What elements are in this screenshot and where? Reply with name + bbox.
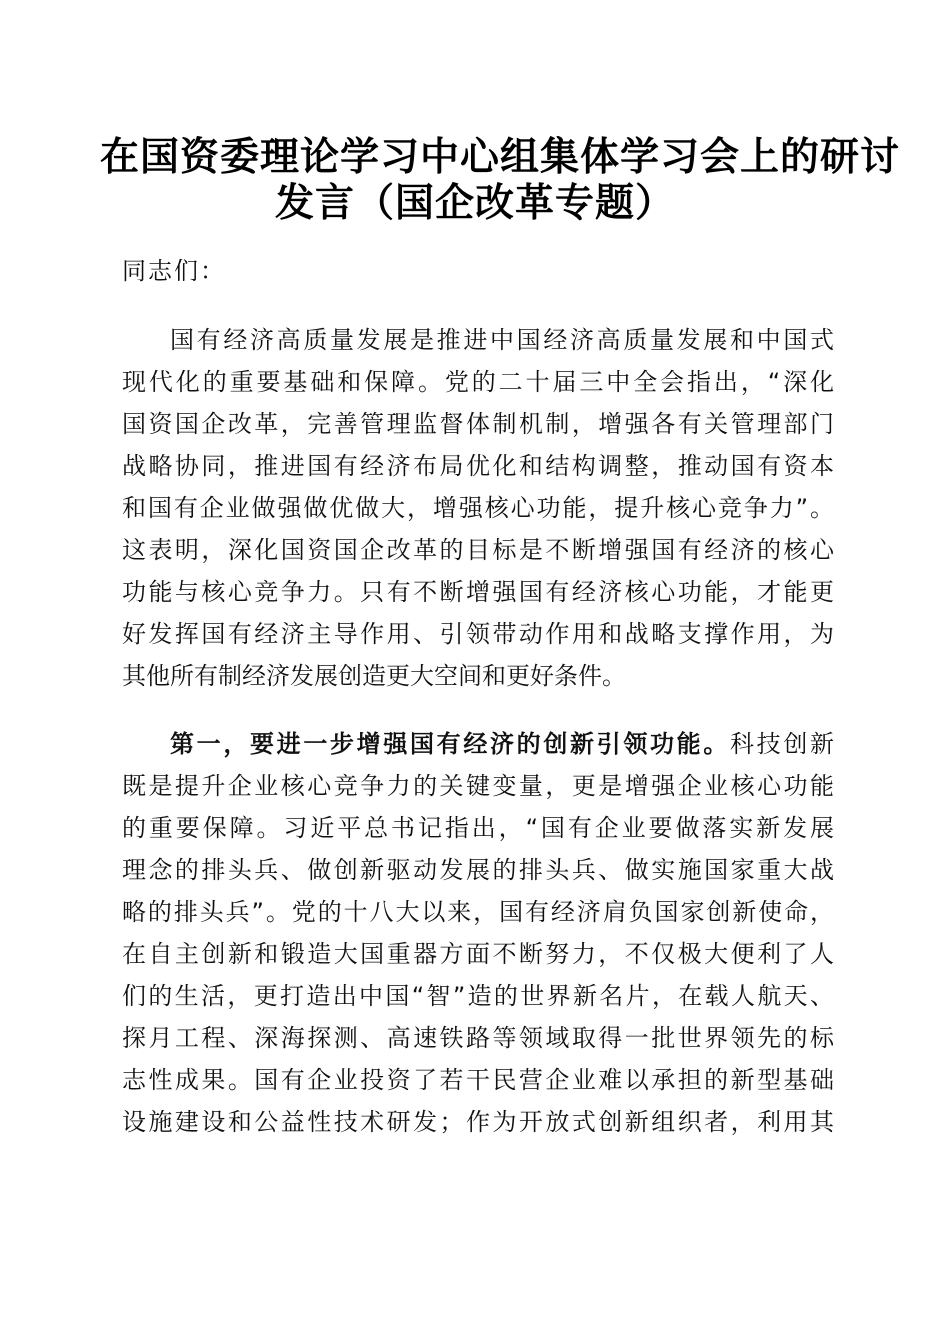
title-line-2: 发言（国企改革专题）	[274, 180, 675, 226]
paragraph-1-line: 和国有企业做强做优做大，增强核心功能，提升核心竞争力”。	[122, 494, 834, 522]
paragraph-2-line: 在自主创新和锻造大国重器方面不断努力，不仅极大便利了人	[122, 940, 834, 968]
paragraph-1-line: 其他所有制经济发展创造更大空间和更好条件。	[122, 662, 626, 690]
paragraph-1-line: 功能与核心竞争力。只有不断增强国有经济核心功能，才能更	[122, 578, 834, 606]
paragraph-2-line: 们的生活，更打造出中国“智”造的世界新名片，在载人航天、	[122, 982, 834, 1010]
paragraph-2-first-line-rest: 科技创新	[730, 730, 834, 758]
paragraph-2	[122, 727, 834, 1147]
paragraph-2-line: 理念的排头兵、做创新驱动发展的排头兵、做实施国家重大战	[122, 856, 834, 884]
paragraph-2-line: 设施建设和公益性技术研发；作为开放式创新组织者，利用其	[122, 1108, 834, 1136]
paragraph-2-line: 既是提升企业核心竞争力的关键变量，更是增强企业核心功能	[122, 772, 834, 800]
document-title	[100, 134, 901, 226]
salutation: 同志们：	[122, 257, 226, 285]
paragraph-1	[122, 323, 834, 701]
paragraph-2-lead-heading: 第一，要进一步增强国有经济的创新引领功能。	[170, 730, 730, 758]
paragraph-2-line: 志性成果。国有企业投资了若干民营企业难以承担的新型基础	[122, 1066, 834, 1094]
paragraph-2-line: 略的排头兵”。党的十八大以来，国有经济肩负国家创新使命，	[122, 898, 834, 926]
paragraph-2-first-line	[122, 727, 834, 769]
paragraph-1-line: 战略协同，推进国有经济布局优化和结构调整，推动国有资本	[122, 452, 834, 480]
paragraph-1-line: 国有经济高质量发展是推进中国经济高质量发展和中国式	[170, 326, 834, 354]
paragraph-1-line: 这表明，深化国资国企改革的目标是不断增强国有经济的核心	[122, 536, 834, 564]
paragraph-1-line: 好发挥国有经济主导作用、引领带动作用和战略支撑作用，为	[122, 620, 834, 648]
title-line-1: 在国资委理论学习中心组集体学习会上的研讨	[100, 134, 901, 180]
paragraph-2-line: 探月工程、深海探测、高速铁路等领域取得一批世界领先的标	[122, 1024, 834, 1052]
paragraph-1-line: 现代化的重要基础和保障。党的二十届三中全会指出，“深化	[122, 368, 834, 396]
paragraph-1-line: 国资国企改革，完善管理监督体制机制，增强各有关管理部门	[122, 410, 834, 438]
paragraph-2-line: 的重要保障。习近平总书记指出，“国有企业要做落实新发展	[122, 814, 834, 842]
